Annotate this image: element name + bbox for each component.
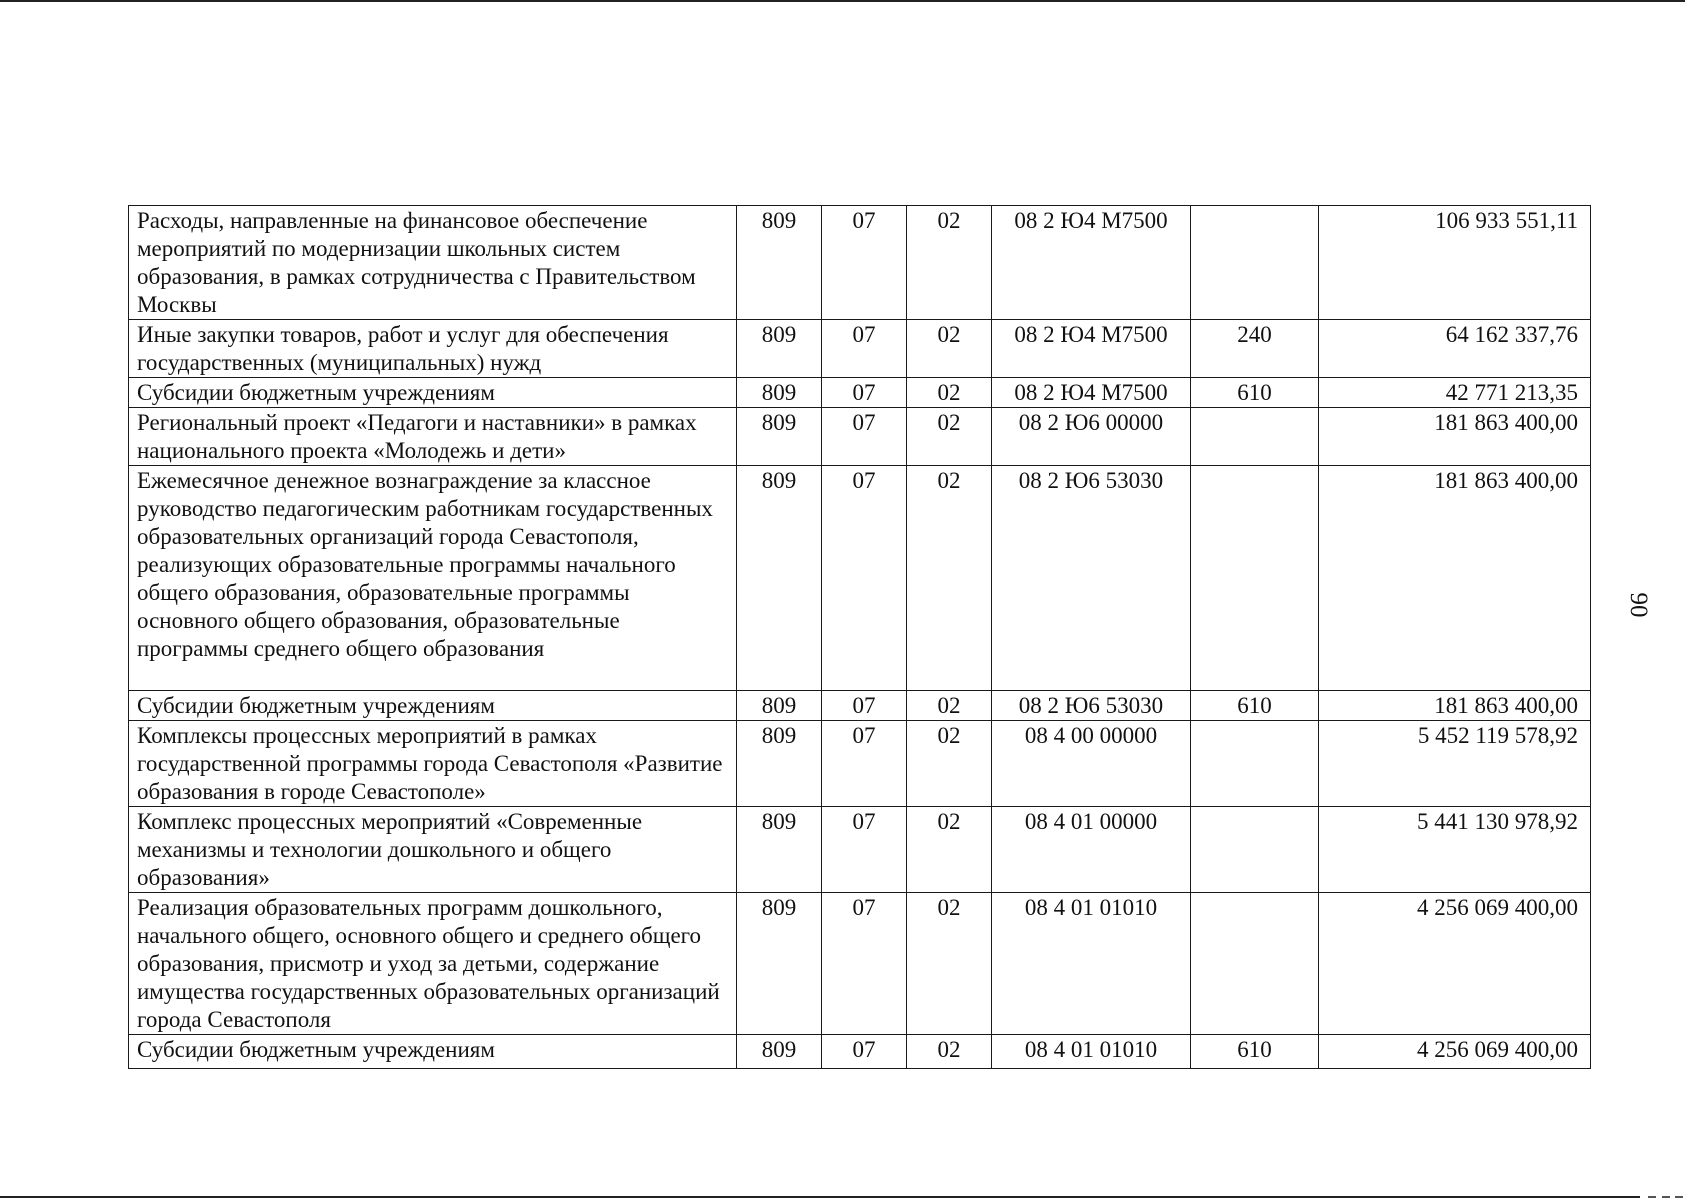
ministry-code: 809: [737, 691, 822, 721]
table-row: [129, 320, 1591, 378]
table-row: [129, 206, 1591, 320]
expense-type-code: 240: [1191, 320, 1319, 378]
subsection-code: 02: [907, 206, 992, 320]
amount: 181 863 400,00: [1319, 408, 1591, 466]
amount: 4 256 069 400,00: [1319, 893, 1591, 1035]
ministry-code: 809: [737, 466, 822, 691]
section-code: 07: [822, 721, 907, 807]
section-code: 07: [822, 691, 907, 721]
subsection-code: 02: [907, 320, 992, 378]
amount: 106 933 551,11: [1319, 206, 1591, 320]
subsection-code: 02: [907, 691, 992, 721]
ministry-code: 809: [737, 807, 822, 893]
row-name: Региональный проект «Педагоги и наставники» в рамках национального проекта «Молодежь и дети»: [129, 408, 737, 466]
target-article-code: 08 4 01 01010: [992, 1035, 1191, 1069]
subsection-code: 02: [907, 408, 992, 466]
ministry-code: 809: [737, 206, 822, 320]
row-name: Комплекс процессных мероприятий «Современные механизмы и технологии дошкольного и общего образования»: [129, 807, 737, 893]
section-code: 07: [822, 807, 907, 893]
target-article-code: 08 2 Ю4 М7500: [992, 320, 1191, 378]
amount: 4 256 069 400,00: [1319, 1035, 1591, 1069]
expense-type-code: 610: [1191, 1035, 1319, 1069]
section-code: 07: [822, 408, 907, 466]
target-article-code: 08 2 Ю6 53030: [992, 466, 1191, 691]
ministry-code: 809: [737, 893, 822, 1035]
row-name: Реализация образовательных программ дошкольного, начального общего, основного общего и среднего общего образования, присмотр и уход за детьми, содержание имущества государственных образовательных организаций города Севастополя: [129, 893, 737, 1035]
scan-dash: [1662, 1196, 1670, 1198]
section-code: 07: [822, 466, 907, 691]
subsection-code: 02: [907, 721, 992, 807]
target-article-code: 08 2 Ю4 М7500: [992, 206, 1191, 320]
expense-type-code: [1191, 807, 1319, 893]
row-name: Расходы, направленные на финансовое обеспечение мероприятий по модернизации школьных систем образования, в рамках сотрудничества с Правительством Москвы: [129, 206, 737, 320]
subsection-code: 02: [907, 466, 992, 691]
row-name: Иные закупки товаров, работ и услуг для обеспечения государственных (муниципальных) нужд: [129, 320, 737, 378]
table-row: [129, 466, 1591, 691]
amount: 64 162 337,76: [1319, 320, 1591, 378]
subsection-code: 02: [907, 1035, 992, 1069]
target-article-code: 08 2 Ю6 00000: [992, 408, 1191, 466]
table-row: [129, 721, 1591, 807]
section-code: 07: [822, 893, 907, 1035]
subsection-code: 02: [907, 378, 992, 408]
table-row: [129, 408, 1591, 466]
subsection-code: 02: [907, 893, 992, 1035]
ministry-code: 809: [737, 1035, 822, 1069]
expense-type-code: [1191, 408, 1319, 466]
budget-table: [128, 205, 1591, 1069]
expense-type-code: [1191, 206, 1319, 320]
amount: 181 863 400,00: [1319, 466, 1591, 691]
expense-type-code: [1191, 893, 1319, 1035]
expense-type-code: 610: [1191, 378, 1319, 408]
row-name: Субсидии бюджетным учреждениям: [129, 378, 737, 408]
table-row: [129, 1035, 1591, 1069]
table-row: [129, 691, 1591, 721]
amount: 5 441 130 978,92: [1319, 807, 1591, 893]
page-number: 90: [1625, 592, 1652, 618]
row-name: Субсидии бюджетным учреждениям: [129, 1035, 737, 1069]
table-row: [129, 893, 1591, 1035]
target-article-code: 08 4 01 00000: [992, 807, 1191, 893]
expense-type-code: [1191, 721, 1319, 807]
expense-type-code: [1191, 466, 1319, 691]
section-code: 07: [822, 206, 907, 320]
scan-dash: [1675, 1196, 1683, 1198]
target-article-code: 08 2 Ю6 53030: [992, 691, 1191, 721]
amount: 42 771 213,35: [1319, 378, 1591, 408]
ministry-code: 809: [737, 721, 822, 807]
amount: 5 452 119 578,92: [1319, 721, 1591, 807]
ministry-code: 809: [737, 378, 822, 408]
scan-border-bottom: [0, 1196, 1640, 1198]
target-article-code: 08 2 Ю4 М7500: [992, 378, 1191, 408]
section-code: 07: [822, 378, 907, 408]
subsection-code: 02: [907, 807, 992, 893]
section-code: 07: [822, 1035, 907, 1069]
row-name: Комплексы процессных мероприятий в рамках государственной программы города Севастополя «Развитие образования в городе Севастополе»: [129, 721, 737, 807]
amount: 181 863 400,00: [1319, 691, 1591, 721]
scan-border-top: [0, 0, 1685, 2]
target-article-code: 08 4 00 00000: [992, 721, 1191, 807]
row-name: Ежемесячное денежное вознаграждение за классное руководство педагогическим работникам государственных образовательных организаций города Севастополя, реализующих образовательные программы начального общего образования, образовательные программы основного общего образования, образовательные программы среднего общего образования: [129, 466, 737, 691]
expense-type-code: 610: [1191, 691, 1319, 721]
ministry-code: 809: [737, 408, 822, 466]
ministry-code: 809: [737, 320, 822, 378]
table-row: [129, 807, 1591, 893]
section-code: 07: [822, 320, 907, 378]
scan-dash: [1648, 1196, 1656, 1198]
table-row: [129, 378, 1591, 408]
row-name: Субсидии бюджетным учреждениям: [129, 691, 737, 721]
target-article-code: 08 4 01 01010: [992, 893, 1191, 1035]
